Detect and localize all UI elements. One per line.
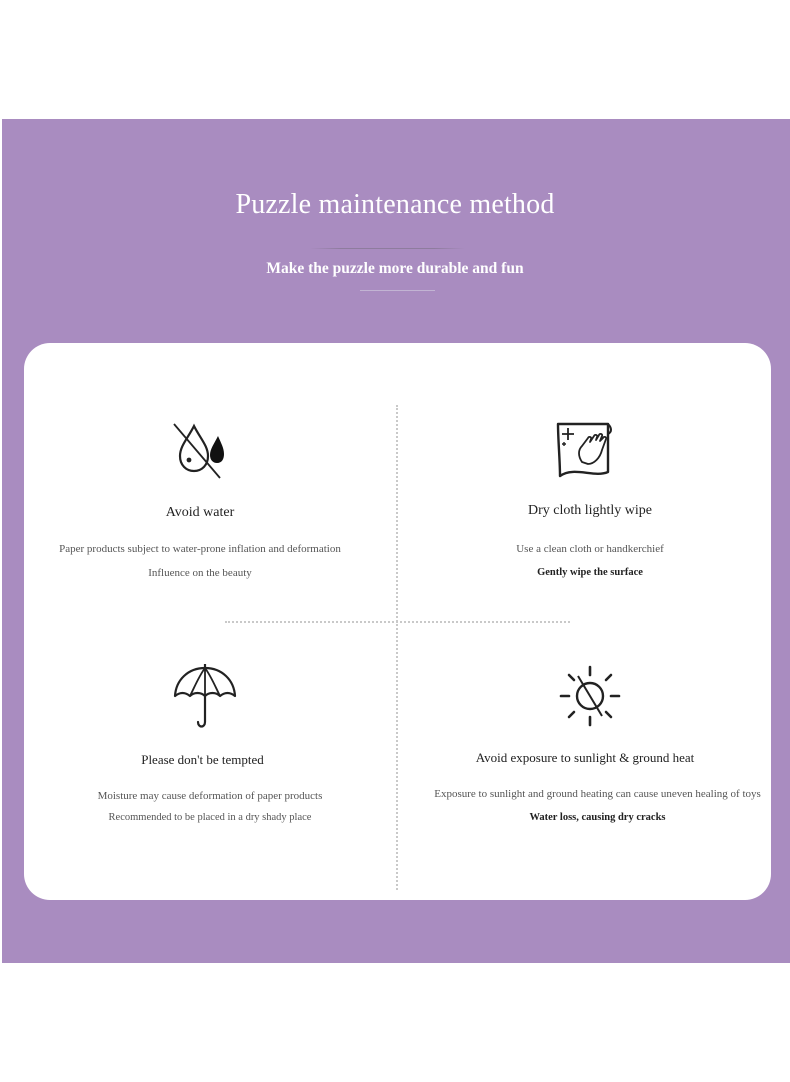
page-title: Puzzle maintenance method	[235, 189, 555, 220]
tip-line: Exposure to sunlight and ground heating can cause uneven healing of toys	[434, 788, 761, 800]
tip-line: Recommended to be placed in a dry shady place	[108, 812, 312, 823]
page-subtitle: Make the puzzle more durable and fun	[266, 260, 524, 277]
tip-line: Paper products subject to water-prone inflation and deformation	[59, 543, 341, 555]
title-divider	[310, 248, 465, 249]
subtitle-divider	[360, 290, 435, 291]
tip-heading-avoid-sunlight: Avoid exposure to sunlight & ground heat	[475, 750, 695, 765]
tip-line: Influence on the beauty	[148, 567, 252, 579]
tip-line: Moisture may cause deformation of paper products	[97, 790, 323, 802]
tip-heading-dry-cloth: Dry cloth lightly wipe	[527, 503, 653, 518]
tip-line: Use a clean cloth or handkerchief	[516, 543, 664, 555]
umbrella-icon	[172, 662, 238, 730]
horizontal-divider	[225, 621, 570, 623]
tip-line: Gently wipe the surface	[537, 567, 643, 578]
tip-heading-avoid-water: Avoid water	[165, 505, 235, 520]
vertical-divider	[396, 405, 398, 890]
tip-line: Water loss, causing dry cracks	[529, 812, 666, 823]
sun-crossed-icon	[558, 664, 622, 728]
cloth-wipe-hand-icon	[554, 420, 616, 480]
tip-heading-dont-be-tempted: Please don't be tempted	[141, 752, 264, 767]
water-drop-crossed-icon	[168, 418, 234, 484]
